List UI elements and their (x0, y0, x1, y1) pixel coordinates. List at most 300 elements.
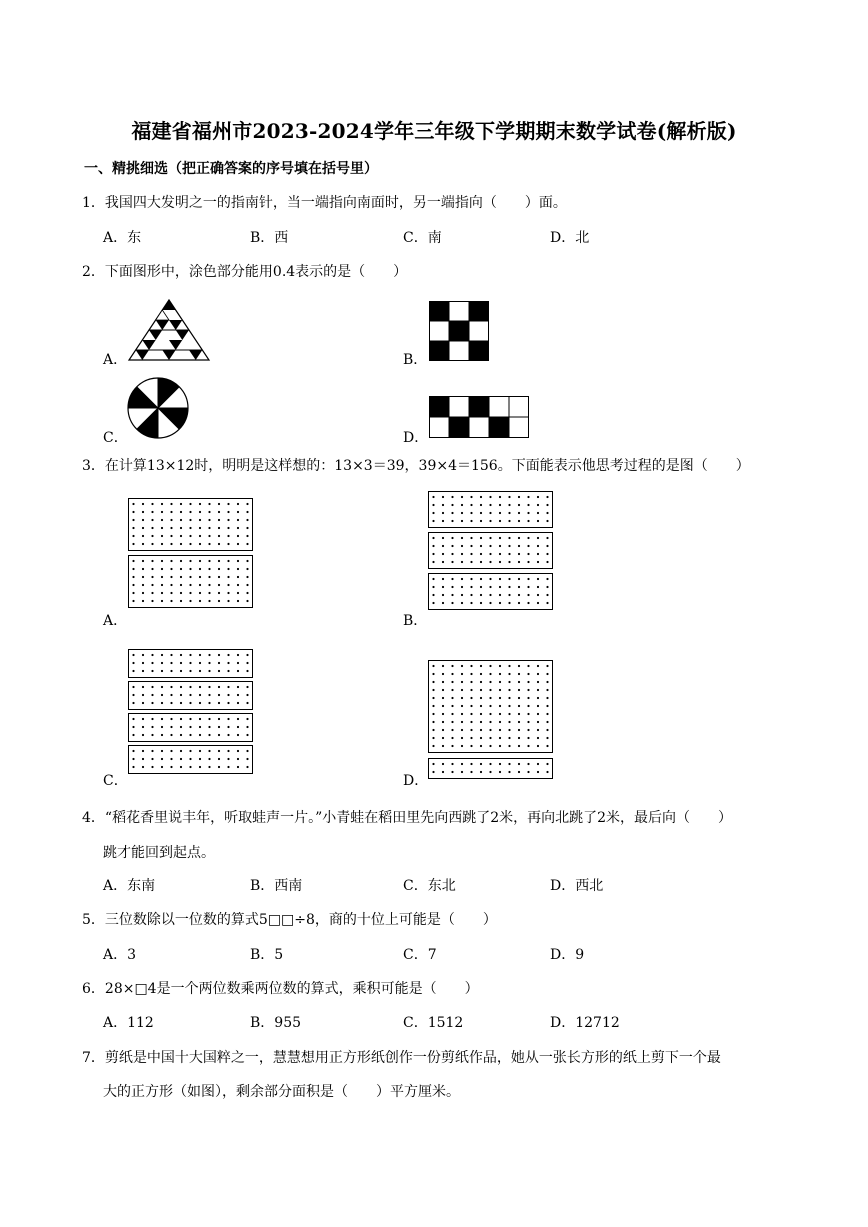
dot (208, 543, 210, 545)
dot (170, 654, 172, 656)
dot (142, 519, 144, 521)
dot (546, 713, 548, 715)
dot (470, 737, 472, 739)
dot (489, 578, 491, 580)
dot (489, 496, 491, 498)
dot (461, 512, 463, 514)
dot (199, 584, 201, 586)
dot (480, 705, 482, 707)
dot (132, 734, 134, 736)
dot (537, 537, 539, 539)
dot (246, 766, 248, 768)
dot (218, 758, 220, 760)
dot (489, 737, 491, 739)
dot (246, 527, 248, 529)
dot (461, 520, 463, 522)
dot (189, 527, 191, 529)
dot (451, 512, 453, 514)
dot (132, 568, 134, 570)
dot (432, 681, 434, 683)
dot (142, 694, 144, 696)
dot (218, 766, 220, 768)
dot (508, 553, 510, 555)
dot (518, 689, 520, 691)
dot (208, 654, 210, 656)
dot (470, 721, 472, 723)
dot (218, 600, 220, 602)
dot (461, 771, 463, 773)
dot (432, 602, 434, 604)
dot (470, 602, 472, 604)
dot (508, 537, 510, 539)
dot (208, 694, 210, 696)
dot (170, 543, 172, 545)
q6-option-a: A．112 (103, 1015, 154, 1031)
dot (499, 504, 501, 506)
dot (237, 511, 239, 513)
q2-grid-figure (429, 301, 489, 361)
dot (151, 503, 153, 505)
dot (189, 654, 191, 656)
dot (151, 535, 153, 537)
dot (180, 576, 182, 578)
dot (208, 511, 210, 513)
question-1: 1．我国四大发明之一的指南针，当一端指向南面时，另一端指向（ ）面。 (82, 195, 567, 211)
dot (461, 594, 463, 596)
q3-dot-figure-b (428, 490, 556, 622)
dot (237, 662, 239, 664)
dot (527, 586, 529, 588)
dot (480, 512, 482, 514)
dot (451, 553, 453, 555)
dot (518, 553, 520, 555)
dot (508, 504, 510, 506)
dot (527, 689, 529, 691)
dot (489, 681, 491, 683)
q3-dot-figure-d (428, 659, 556, 783)
page-title: 福建省福州市2023-2024学年三年级下学期期末数学试卷(解析版) (131, 119, 737, 143)
dot (470, 537, 472, 539)
dot (470, 496, 472, 498)
dot (237, 694, 239, 696)
dot (199, 654, 201, 656)
dot (470, 673, 472, 675)
question-4-line2: 跳才能回到起点。 (103, 845, 215, 861)
dot (142, 592, 144, 594)
dot (480, 602, 482, 604)
dot (499, 586, 501, 588)
dot (451, 537, 453, 539)
dot (527, 737, 529, 739)
dot (442, 586, 444, 588)
dot (199, 702, 201, 704)
dot (161, 686, 163, 688)
dot (470, 578, 472, 580)
dot (480, 520, 482, 522)
dot (208, 527, 210, 529)
dot (180, 519, 182, 521)
dot (170, 584, 172, 586)
dot (461, 729, 463, 731)
dot (208, 702, 210, 704)
dot (432, 586, 434, 588)
dot (170, 519, 172, 521)
dot (227, 750, 229, 752)
dot (451, 697, 453, 699)
dot (546, 545, 548, 547)
dot (480, 713, 482, 715)
dot (508, 729, 510, 731)
dot (237, 702, 239, 704)
q6-option-c: C．1512 (403, 1015, 464, 1031)
dot (470, 594, 472, 596)
dot (537, 729, 539, 731)
q4-option-c: C．东北 (403, 878, 456, 894)
dot (432, 737, 434, 739)
dot (218, 592, 220, 594)
dot (227, 718, 229, 720)
dot (546, 553, 548, 555)
dot (537, 512, 539, 514)
dot (499, 553, 501, 555)
dot (470, 745, 472, 747)
dot (546, 496, 548, 498)
dot (132, 654, 134, 656)
dot (499, 713, 501, 715)
dot (442, 745, 444, 747)
dot (527, 504, 529, 506)
dot (499, 771, 501, 773)
dot (170, 670, 172, 672)
dot (489, 594, 491, 596)
dot (537, 771, 539, 773)
dot (480, 561, 482, 563)
dot (518, 545, 520, 547)
dot (189, 758, 191, 760)
dot (499, 496, 501, 498)
dot (189, 535, 191, 537)
dot (527, 602, 529, 604)
dot (227, 527, 229, 529)
dot (218, 535, 220, 537)
dot (199, 694, 201, 696)
dot (470, 504, 472, 506)
dot (451, 763, 453, 765)
dot (489, 504, 491, 506)
dot (132, 503, 134, 505)
dot (432, 763, 434, 765)
dot (161, 718, 163, 720)
q5-option-d: D．9 (550, 947, 585, 963)
dot (546, 689, 548, 691)
dot (480, 537, 482, 539)
q6-option-b: B．955 (250, 1015, 302, 1031)
q2-circle-figure (127, 377, 189, 439)
dot (180, 654, 182, 656)
dot (151, 686, 153, 688)
dot (546, 737, 548, 739)
dot (537, 713, 539, 715)
dot (537, 763, 539, 765)
dot (442, 763, 444, 765)
dot (451, 705, 453, 707)
dot (227, 519, 229, 521)
dot (527, 705, 529, 707)
dot-array-rect (429, 759, 553, 779)
dot (208, 592, 210, 594)
dot (180, 527, 182, 529)
dot (461, 737, 463, 739)
dot (218, 511, 220, 513)
dot (499, 745, 501, 747)
dot (180, 702, 182, 704)
dot (518, 681, 520, 683)
dot (461, 697, 463, 699)
dot (227, 766, 229, 768)
dot (489, 512, 491, 514)
dot (170, 568, 172, 570)
dot (518, 665, 520, 667)
dot (489, 697, 491, 699)
dot (480, 496, 482, 498)
dot (227, 576, 229, 578)
dot (246, 584, 248, 586)
dot (489, 721, 491, 723)
dot (470, 512, 472, 514)
dot (208, 503, 210, 505)
dot (180, 503, 182, 505)
dot (461, 713, 463, 715)
dot (451, 673, 453, 675)
dot (499, 545, 501, 547)
dot (432, 721, 434, 723)
dot (180, 734, 182, 736)
dot (432, 504, 434, 506)
dot (489, 553, 491, 555)
dot (132, 592, 134, 594)
dot (180, 584, 182, 586)
dot (227, 560, 229, 562)
dot (218, 527, 220, 529)
dot (246, 519, 248, 521)
dot (461, 721, 463, 723)
dot (442, 737, 444, 739)
dot (199, 592, 201, 594)
dot (189, 686, 191, 688)
dot (461, 705, 463, 707)
dot (442, 713, 444, 715)
dot (518, 496, 520, 498)
dot (227, 654, 229, 656)
dot (508, 520, 510, 522)
dot (208, 686, 210, 688)
dot (151, 718, 153, 720)
dot (180, 662, 182, 664)
question-7-line1: 7．剪纸是中国十大国粹之一，慧慧想用正方形纸创作一份剪纸作品，她从一张长方形的纸上剪下一个最 (82, 1050, 721, 1066)
dot (208, 766, 210, 768)
dot (142, 543, 144, 545)
dot (537, 578, 539, 580)
dot (442, 561, 444, 563)
dot (161, 654, 163, 656)
dot (537, 665, 539, 667)
dot (537, 545, 539, 547)
dot (161, 576, 163, 578)
dot (227, 726, 229, 728)
dot (218, 750, 220, 752)
dot (546, 763, 548, 765)
dot (208, 576, 210, 578)
dot (470, 520, 472, 522)
dot (161, 535, 163, 537)
dot (537, 586, 539, 588)
dot (432, 771, 434, 773)
dot (442, 721, 444, 723)
dot (151, 600, 153, 602)
dot (132, 718, 134, 720)
dot (489, 713, 491, 715)
dot (499, 721, 501, 723)
dot (170, 750, 172, 752)
dot (451, 665, 453, 667)
dot (199, 568, 201, 570)
dot (132, 527, 134, 529)
dot (151, 726, 153, 728)
dot (227, 670, 229, 672)
dot (451, 729, 453, 731)
dot (199, 670, 201, 672)
dot (237, 686, 239, 688)
dot (499, 681, 501, 683)
dot (151, 662, 153, 664)
dot (518, 578, 520, 580)
dot (508, 594, 510, 596)
dot (227, 662, 229, 664)
dot (199, 503, 201, 505)
dot (508, 745, 510, 747)
dot (480, 665, 482, 667)
dot (537, 504, 539, 506)
dot (246, 543, 248, 545)
q4-option-d: D．西北 (550, 878, 604, 894)
dot (132, 543, 134, 545)
q6-option-d: D．12712 (550, 1015, 620, 1031)
dot (489, 561, 491, 563)
dot (499, 602, 501, 604)
dot (537, 520, 539, 522)
dot (208, 519, 210, 521)
dot (142, 568, 144, 570)
dot (432, 745, 434, 747)
dot (142, 734, 144, 736)
dot (142, 503, 144, 505)
dot (489, 745, 491, 747)
dot (461, 763, 463, 765)
dot (189, 670, 191, 672)
dot (132, 511, 134, 513)
dot (132, 726, 134, 728)
dot (537, 553, 539, 555)
dot (461, 504, 463, 506)
dot (170, 758, 172, 760)
dot (151, 568, 153, 570)
dot (132, 662, 134, 664)
dot (132, 519, 134, 521)
q2-option-a: A． (103, 352, 128, 368)
dot (546, 586, 548, 588)
dot (546, 745, 548, 747)
dot (546, 594, 548, 596)
dot (508, 689, 510, 691)
dot (451, 689, 453, 691)
dot (508, 681, 510, 683)
dot (527, 496, 529, 498)
dot (461, 537, 463, 539)
dot (508, 697, 510, 699)
dot (451, 745, 453, 747)
dot (432, 594, 434, 596)
dot (527, 713, 529, 715)
dot (518, 771, 520, 773)
dot (546, 721, 548, 723)
dot (451, 602, 453, 604)
dot (246, 511, 248, 513)
dot (161, 568, 163, 570)
dot (432, 673, 434, 675)
dot (537, 673, 539, 675)
question-3: 3．在计算13×12时，明明是这样想的：13×3＝39，39×4＝156。下面能表示他思考过程的是图（ ） (82, 458, 750, 474)
q5-option-c: C．7 (403, 947, 437, 963)
dot (199, 519, 201, 521)
section-heading: 一、精挑细选（把正确答案的序号填在括号里） (84, 161, 378, 177)
dot (442, 512, 444, 514)
dot (199, 600, 201, 602)
dot (218, 670, 220, 672)
dot (218, 576, 220, 578)
dot (246, 734, 248, 736)
dot (170, 600, 172, 602)
dot (480, 729, 482, 731)
dot (508, 673, 510, 675)
dot (199, 527, 201, 529)
dot (199, 718, 201, 720)
dot (237, 527, 239, 529)
dot (537, 594, 539, 596)
dot (199, 766, 201, 768)
dot (170, 503, 172, 505)
dot (451, 737, 453, 739)
dot (237, 543, 239, 545)
dot (142, 766, 144, 768)
dot-array-rect (129, 499, 253, 551)
dot (132, 766, 134, 768)
dot (180, 535, 182, 537)
dot (470, 713, 472, 715)
dot (237, 734, 239, 736)
dot (489, 602, 491, 604)
dot (142, 584, 144, 586)
dot (151, 576, 153, 578)
dot (470, 705, 472, 707)
dot (442, 689, 444, 691)
q3-option-a: A． (103, 613, 128, 629)
dot (442, 602, 444, 604)
dot (451, 594, 453, 596)
dot (461, 665, 463, 667)
dot (432, 545, 434, 547)
dot (142, 662, 144, 664)
dot (518, 602, 520, 604)
